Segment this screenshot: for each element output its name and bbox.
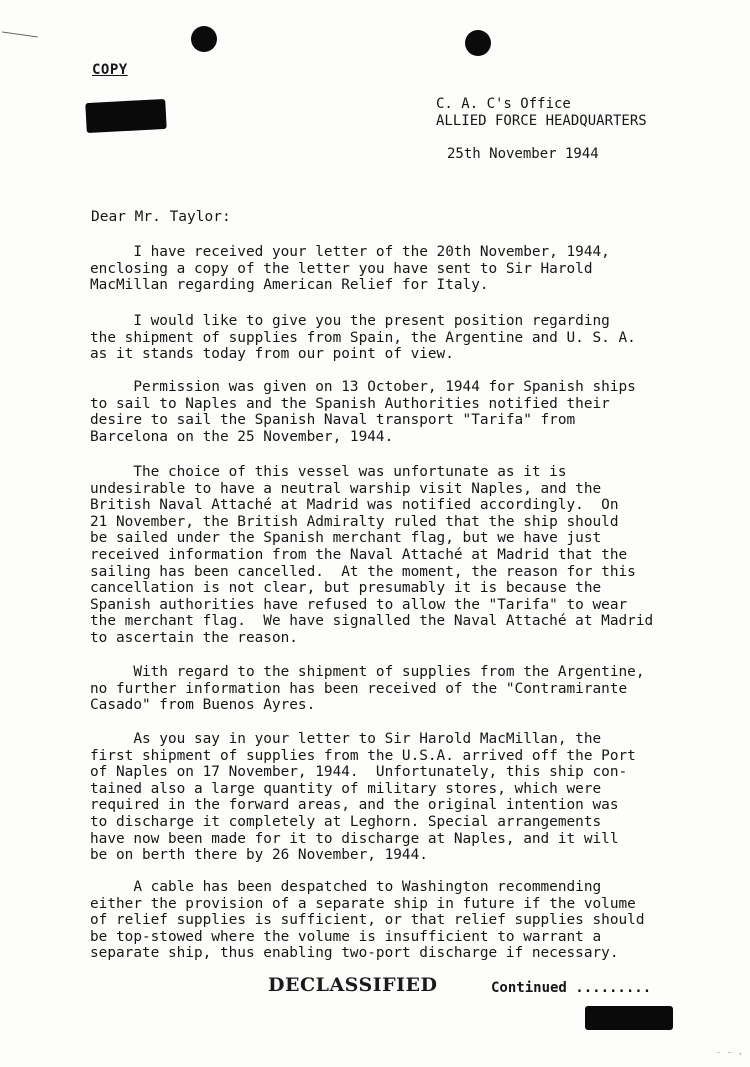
text-line: received information from the Naval Attaché at Madrid that the xyxy=(90,546,628,563)
text-line: separate ship, thus enabling two-port discharge if necessary. xyxy=(90,945,619,962)
paragraph-6 xyxy=(90,731,636,864)
text-line: I have received your letter of the 20th November, 1944, xyxy=(90,244,610,260)
text-line: Casado" from Buenos Ayres. xyxy=(90,697,316,714)
office-line-1: C. A. C's Office xyxy=(436,96,571,112)
redaction-top xyxy=(85,99,166,133)
text-line: desire to sail the Spanish Naval transport "Tarifa" from xyxy=(90,412,576,429)
continued-note: Continued ......... xyxy=(491,980,652,996)
paragraph-4 xyxy=(90,464,653,647)
office-line-2: ALLIED FORCE HEADQUARTERS xyxy=(436,113,647,129)
paragraph-3 xyxy=(90,379,636,445)
text-line: With regard to the shipment of supplies from the Argentine, xyxy=(90,664,645,680)
text-line: no further information has been received of the "Contramirante xyxy=(90,680,628,697)
text-line: 21 November, the British Admiralty ruled that the ship should xyxy=(90,513,619,530)
text-line: the shipment of supplies from Spain, the Argentine and U. S. A. xyxy=(90,329,636,346)
text-line: have now been made for it to discharge at Naples, and it will xyxy=(90,830,619,847)
paragraph-5 xyxy=(90,664,645,714)
declassified-stamp: DECLASSIFIED xyxy=(268,974,438,996)
text-line: A cable has been despatched to Washington recommending xyxy=(90,879,602,895)
paragraph-7 xyxy=(90,879,645,962)
text-line: As you say in your letter to Sir Harold MacMillan, the xyxy=(90,731,602,747)
scan-mark xyxy=(2,31,38,37)
text-line: first shipment of supplies from the U.S.A. arrived off the Port xyxy=(90,747,636,764)
text-line: to discharge it completely at Leghorn. Special arrangements xyxy=(90,813,602,830)
text-line: undesirable to have a neutral warship visit Naples, and the xyxy=(90,480,602,497)
text-line: Barcelona on the 25 November, 1944. xyxy=(90,428,394,445)
office-address xyxy=(436,96,647,130)
punch-hole-left xyxy=(191,26,217,52)
redaction-bottom xyxy=(585,1006,673,1030)
text-line: to ascertain the reason. xyxy=(90,629,298,646)
paragraph-2 xyxy=(90,313,636,363)
text-line: I would like to give you the present position regarding xyxy=(90,313,610,329)
text-line: Permission was given on 13 October, 1944 for Spanish ships xyxy=(90,379,636,395)
text-line: British Naval Attaché at Madrid was notified accordingly. On xyxy=(90,497,619,514)
text-line: tained also a large quantity of military stores, which were xyxy=(90,780,602,797)
text-line: Spanish authorities have refused to allow the "Tarifa" to wear xyxy=(90,596,628,613)
text-line: required in the forward areas, and the original intention was xyxy=(90,797,619,814)
text-line: cancellation is not clear, but presumably it is because the xyxy=(90,580,602,597)
paragraph-1 xyxy=(90,244,610,294)
text-line: the merchant flag. We have signalled the Naval Attaché at Madrid xyxy=(90,613,654,630)
text-line: of Naples on 17 November, 1944. Unfortunately, this ship con- xyxy=(90,764,628,781)
salutation: Dear Mr. Taylor: xyxy=(91,209,231,225)
scan-artifact: ⁻ ⁻ · xyxy=(716,1050,744,1060)
text-line: be sailed under the Spanish merchant flag, but we have just xyxy=(90,530,602,547)
letter-date: 25th November 1944 xyxy=(447,146,599,162)
text-line: MacMillan regarding American Relief for Italy. xyxy=(90,277,489,294)
text-line: to sail to Naples and the Spanish Authorities notified their xyxy=(90,395,610,412)
text-line: as it stands today from our point of view. xyxy=(90,346,454,363)
text-line: sailing has been cancelled. At the moment, the reason for this xyxy=(90,563,636,580)
text-line: either the provision of a separate ship in future if the volume xyxy=(90,895,636,912)
text-line: enclosing a copy of the letter you have sent to Sir Harold xyxy=(90,260,593,277)
text-line: of relief supplies is sufficient, or that relief supplies should xyxy=(90,912,645,929)
text-line: be on berth there by 26 November, 1944. xyxy=(90,847,428,864)
text-line: be top-stowed where the volume is insufficient to warrant a xyxy=(90,928,602,945)
copy-mark: COPY xyxy=(92,62,128,78)
punch-hole-right xyxy=(465,30,491,56)
text-line: The choice of this vessel was unfortunate as it is xyxy=(90,464,567,480)
